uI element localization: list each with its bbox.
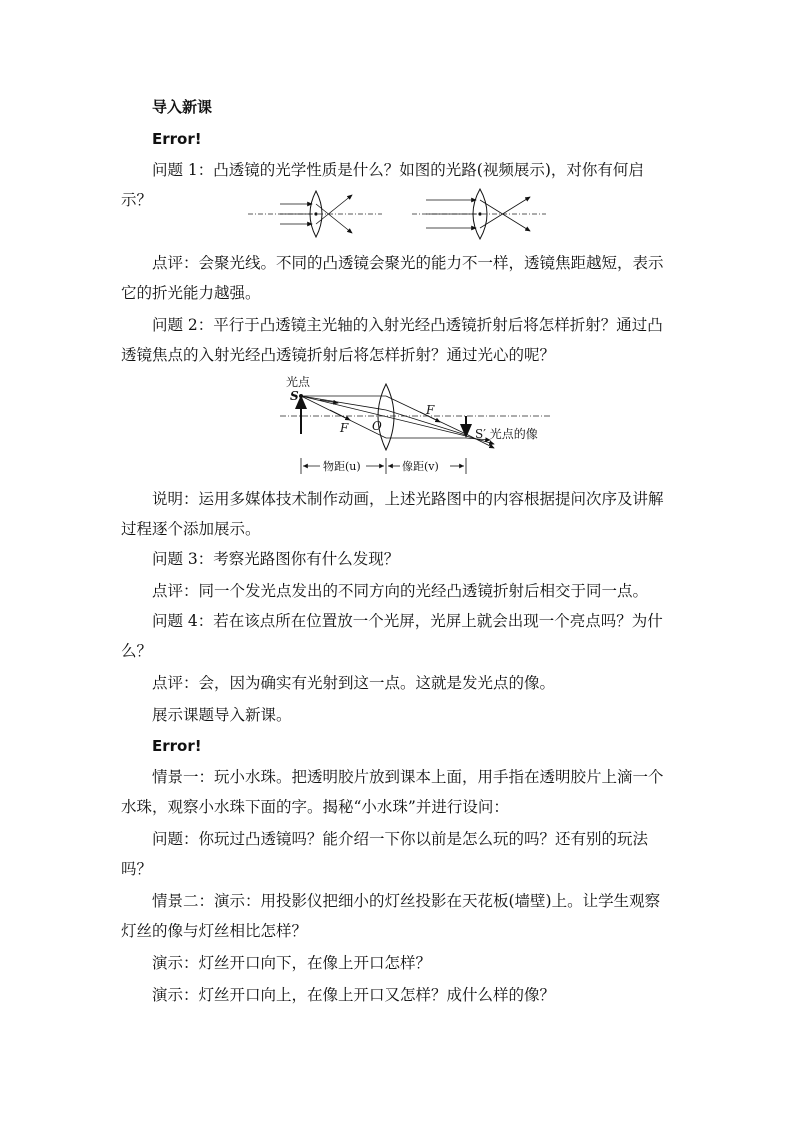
section-heading: 导入新课 bbox=[152, 98, 213, 116]
label-s-prime: S′ 光点的像 bbox=[475, 427, 538, 441]
error-text: Error! bbox=[152, 130, 202, 148]
scene-1: 情景一：玩小水珠。把透明胶片放到课本上面，用手指在透明胶片上滴一个水珠，观察小水珠下面的字。揭秘“小水珠”并进行设问： bbox=[121, 768, 664, 816]
label-image-distance: 像距(v) bbox=[402, 460, 439, 473]
scene-2: 情景二：演示：用投影仪把细小的灯丝投影在天花板(墙壁)上。让学生观察灯丝的像与灯丝相比怎样？ bbox=[121, 892, 661, 940]
demo-1: 演示：灯丝开口向下，在像上开口怎样？ bbox=[152, 954, 432, 972]
label-f-left: F bbox=[340, 421, 349, 435]
label-o: O bbox=[372, 419, 382, 433]
comment-4: 点评：会，因为确实有光射到这一点。这就是发光点的像。 bbox=[152, 674, 556, 692]
label-f-right: F bbox=[426, 403, 435, 417]
question-4: 问题 4：若在该点所在位置放一个光屏，光屏上就会出现一个亮点吗？为什么？ bbox=[121, 612, 663, 660]
question-2: 问题 2：平行于凸透镜主光轴的入射光经凸透镜折射后将怎样折射？通过凸透镜焦点的入射光经凸透镜折射后将怎样折射？通过光心的呢？ bbox=[121, 316, 663, 364]
question-play: 问题：你玩过凸透镜吗？能介绍一下你以前是怎么玩的吗？还有别的玩法吗？ bbox=[121, 830, 649, 878]
question-3: 问题 3：考察光路图你有什么发现？ bbox=[152, 550, 400, 568]
label-s: S bbox=[290, 389, 299, 403]
focus-point bbox=[478, 212, 481, 215]
error-text: Error! bbox=[152, 737, 202, 755]
question-1: 问题 1：凸透镜的光学性质是什么？如图的光路(视频展示)，对你有何启示？ bbox=[121, 161, 644, 209]
imaging-diagram bbox=[280, 372, 550, 480]
label-light-point: 光点 bbox=[286, 375, 311, 389]
comment-1: 点评：会聚光线。不同的凸透镜会聚光的能力不一样，透镜焦距越短，表示它的折光能力越强。 bbox=[121, 254, 664, 302]
comment-3: 点评：同一个发光点发出的不同方向的光经凸透镜折射后相交于同一点。 bbox=[152, 582, 649, 600]
label-object-distance: 物距(u) bbox=[323, 460, 361, 473]
show-topic: 展示课题导入新课。 bbox=[152, 706, 292, 724]
demo-2: 演示：灯丝开口向上，在像上开口又怎样？成什么样的像？ bbox=[152, 986, 556, 1004]
focus-point bbox=[314, 212, 317, 215]
convex-lens-diagram bbox=[240, 187, 560, 241]
note: 说明：运用多媒体技术制作动画，上述光路图中的内容根据提问次序及讲解过程逐个添加展示。 bbox=[121, 490, 664, 538]
